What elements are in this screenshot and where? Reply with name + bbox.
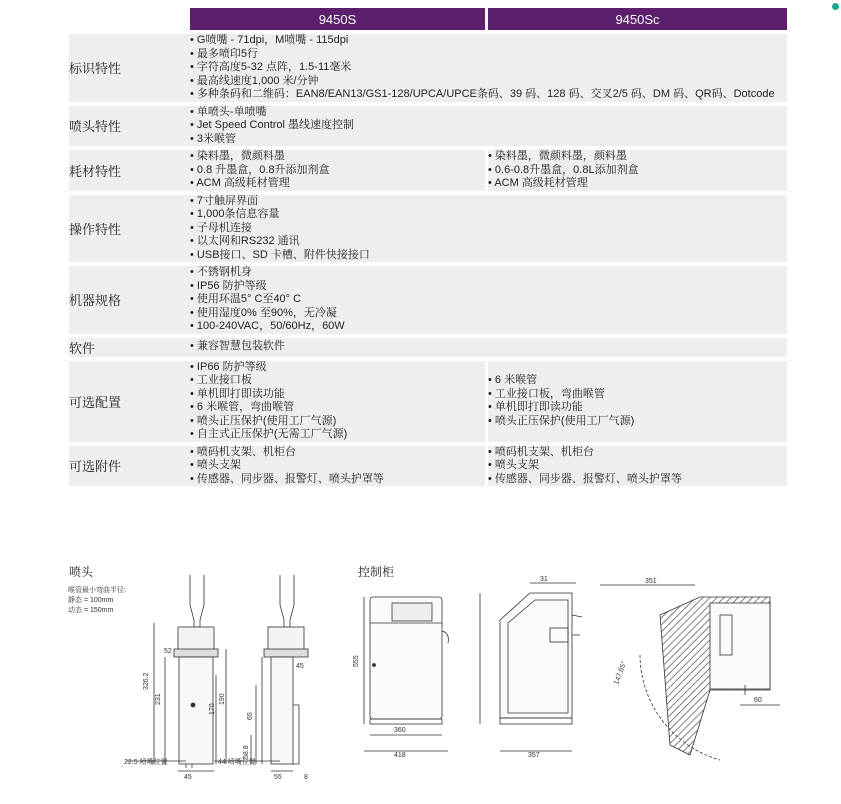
bullet-item: • ACM 高级耗材管理	[190, 177, 485, 191]
spec-cell-9450sc	[488, 446, 787, 487]
table-header-row	[69, 8, 787, 30]
row-label: 喷头特性	[69, 106, 190, 147]
row-label: 机器规格	[69, 266, 190, 334]
dim-351: 351	[645, 578, 657, 585]
bullet-item: • 兼容智慧包装软件	[190, 340, 787, 354]
bullet-item: • 传感器、同步器、报警灯、喷头护罩等	[488, 473, 787, 487]
spec-row	[69, 266, 787, 334]
dim-360: 360	[394, 727, 406, 734]
bullet-item: • 喷头支架	[488, 459, 787, 473]
bullet-list	[488, 150, 787, 191]
bullet-item: • 子母机连接	[190, 222, 787, 236]
dim-60: 60	[754, 697, 762, 704]
dim-326: 326.2	[143, 672, 150, 690]
bullet-item: • 最高线速度1,000 米/分钟	[190, 75, 787, 89]
spec-cell-shared	[190, 195, 787, 263]
bullet-item: • 100-240VAC，50/60Hz，60W	[190, 320, 787, 334]
cabinet-drawing	[350, 575, 840, 775]
bullet-list	[190, 266, 787, 334]
bend-note-line3: 动态 = 150mm	[68, 607, 114, 614]
bend-note-line2: 静态 = 100mm	[68, 597, 114, 604]
bullet-item: • 喷头正压保护(使用工厂气源)	[488, 415, 787, 429]
dim-44: 44 喷嘴位置	[218, 759, 256, 766]
dim-147: 147,85°	[613, 660, 629, 686]
row-label: 标识特性	[69, 34, 190, 102]
printhead-title: 喷头	[69, 565, 94, 579]
spec-row	[69, 34, 787, 102]
dim-55: 55	[274, 774, 282, 781]
bullet-item: • 喷码机支架、机柜台	[488, 446, 787, 460]
bullet-item: • ACM 高级耗材管理	[488, 177, 787, 191]
bullet-item: • IP66 防护等级	[190, 361, 485, 375]
accent-dot	[832, 3, 839, 10]
bullet-list	[190, 106, 787, 147]
spec-cell-shared	[190, 338, 787, 357]
model-header-9450s: 9450S	[190, 8, 488, 30]
bullet-item: • 6 米喉管，弯曲喉管	[190, 401, 485, 415]
printhead-drawing	[66, 575, 356, 790]
bullet-item: • 1,000条信息容量	[190, 208, 787, 222]
dim-45a: 45	[184, 774, 192, 781]
bullet-item: • 染料墨，微颜料墨，颜料墨	[488, 150, 787, 164]
bullet-list	[190, 446, 485, 487]
dim-418: 418	[394, 752, 406, 759]
bullet-item: • 6 米喉管	[488, 374, 787, 388]
bullet-item: • 以太网和RS232 通讯	[190, 235, 787, 249]
dim-58-8: 58.8	[243, 745, 250, 759]
model-header-9450sc: 9450Sc	[488, 8, 787, 30]
bullet-item: • 字符高度5-32 点阵，1.5-11毫米	[190, 61, 787, 75]
bullet-item: • USB接口、SD 卡槽、附件快接接口	[190, 249, 787, 263]
row-label: 可选配置	[69, 361, 190, 442]
spec-cell-9450sc	[488, 150, 787, 191]
bullet-item: • 喷码机支架、机柜台	[190, 446, 485, 460]
bullet-item: • 0.6-0.8升墨盒，0.8L添加剂盒	[488, 164, 787, 178]
bullet-item: • 使用环温5° C至40° C	[190, 293, 787, 307]
bullet-item: • 工业接口板	[190, 374, 485, 388]
row-label: 操作特性	[69, 195, 190, 263]
bullet-item: • 多种条码和二维码：EAN8/EAN13/GS1-128/UPCA/UPCE条码、39 码、128 码、交叉2/5 码、DM 码、QR码、Dotcode	[190, 88, 787, 102]
spec-row	[69, 361, 787, 442]
row-label: 耗材特性	[69, 150, 190, 191]
dim-225: 22.5 喷嘴位置	[124, 759, 168, 766]
bullet-item: • 单喷头-单喷嘴	[190, 106, 787, 120]
bullet-item: • 使用湿度0% 至90%，无冷凝	[190, 307, 787, 321]
dim-8: 8	[304, 774, 308, 781]
bullet-item: • 3米喉管	[190, 133, 787, 147]
spec-cell-9450s	[190, 361, 488, 442]
bullet-list	[190, 34, 787, 102]
spec-cell-9450s	[190, 150, 488, 191]
bullet-list	[190, 340, 787, 354]
bullet-list	[488, 374, 787, 428]
cabinet-title: 控制柜	[358, 565, 395, 579]
dim-190: 190	[219, 693, 226, 705]
spec-row	[69, 150, 787, 191]
bullet-item: • 喷头正压保护(使用工厂气源)	[190, 415, 485, 429]
row-label: 可选附件	[69, 446, 190, 487]
bullet-item: • 喷头支架	[190, 459, 485, 473]
bullet-item: • 传感器、同步器、报警灯、喷头护罩等	[190, 473, 485, 487]
bullet-item: • G喷嘴 - 71dpi，M喷嘴 - 115dpi	[190, 34, 787, 48]
dim-52: 52	[164, 648, 172, 655]
spec-cell-9450sc	[488, 361, 787, 442]
spec-cell-9450s	[190, 446, 488, 487]
bullet-item: • 单机即打即读功能	[488, 401, 787, 415]
bullet-item: • 不锈钢机身	[190, 266, 787, 280]
bullet-list	[190, 361, 485, 442]
dim-555: 555	[353, 655, 360, 667]
spec-cell-shared	[190, 34, 787, 102]
bullet-list	[190, 195, 787, 263]
bullet-item: • 工业接口板，弯曲喉管	[488, 388, 787, 402]
bullet-item: • 7寸触屏界面	[190, 195, 787, 209]
spec-row	[69, 446, 787, 487]
spec-row	[69, 338, 787, 357]
bend-note-line1: 喉管最小弯曲半径:	[68, 587, 126, 594]
bullet-item: • 0.8 升墨盒，0.8升添加剂盒	[190, 164, 485, 178]
dim-31: 31	[540, 576, 548, 583]
spec-row	[69, 106, 787, 147]
bullet-item: • Jet Speed Control 墨线速度控制	[190, 119, 787, 133]
spec-cell-shared	[190, 106, 787, 147]
bullet-item: • IP56 防护等级	[190, 280, 787, 294]
bullet-list	[190, 150, 485, 191]
spec-cell-shared	[190, 266, 787, 334]
dim-357: 357	[528, 752, 540, 759]
bullet-item: • 单机即打即读功能	[190, 388, 485, 402]
bullet-item: • 染料墨，微颜料墨	[190, 150, 485, 164]
dim-45b: 45	[296, 663, 304, 670]
bullet-item: • 自主式正压保护(无需工厂气源)	[190, 428, 485, 442]
spec-table	[69, 8, 787, 486]
bullet-list	[488, 446, 787, 487]
dim-65: 65	[247, 712, 254, 720]
bullet-item: • 最多喷印5行	[190, 48, 787, 62]
row-label: 软件	[69, 338, 190, 357]
dim-170: 170	[209, 703, 216, 715]
spec-row	[69, 195, 787, 263]
dim-231: 231	[155, 693, 162, 705]
